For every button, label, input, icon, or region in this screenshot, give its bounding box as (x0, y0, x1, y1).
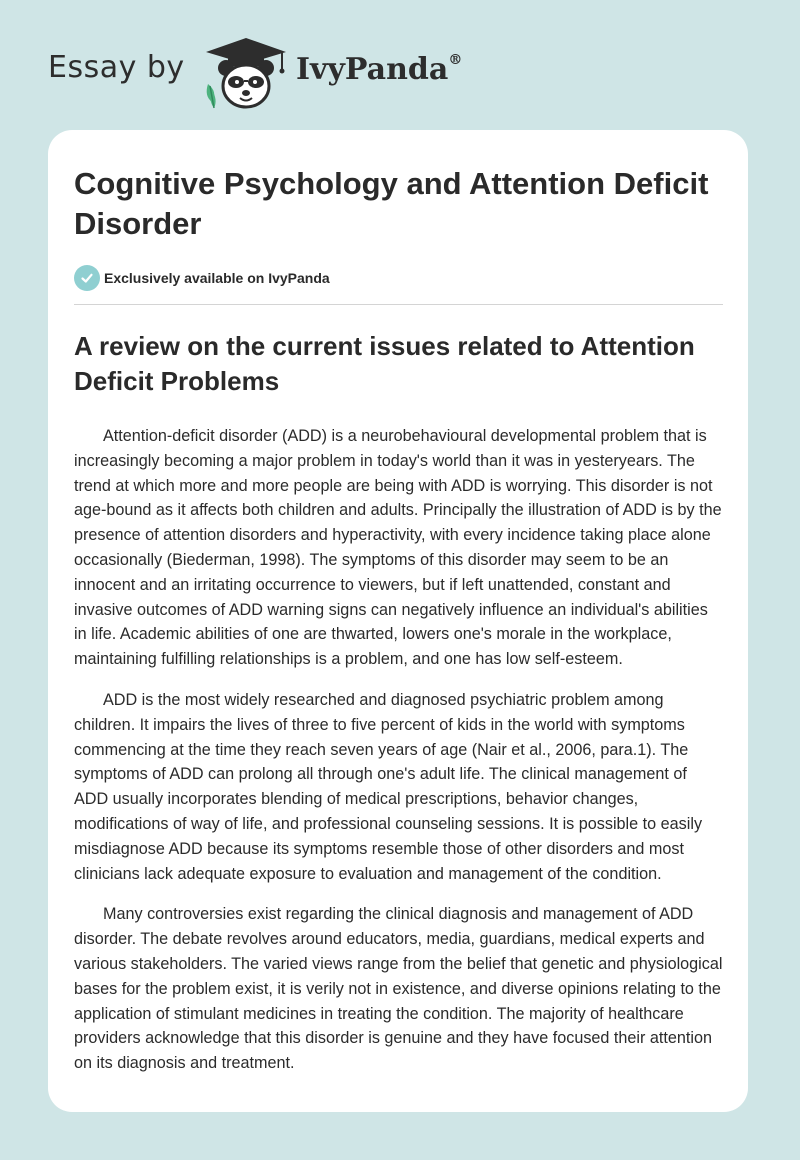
article-card (48, 130, 748, 1112)
brand-prefix: Essay by (48, 50, 185, 85)
panda-graduate-icon[interactable] (200, 36, 292, 110)
paragraph: Many controversies exist regarding the clinical diagnosis and management of ADD disorder. The debate revolves around educators, media, guardians, medical experts and various stakeholders. The varied views range from the belief that genetic and physiological bases for the problem exist, it is verily not in existence, and diverse opinions relating to the application of stimulant medicines in treating the condition. The majority of healthcare providers acknowledge that this disorder is genuine and they have focused their attention on its diagnosis and treatment. (74, 905, 723, 1073)
article-body (74, 424, 723, 1076)
registered-mark: ® (448, 52, 463, 68)
page-title: Cognitive Psychology and Attention Deficit Disorder (74, 166, 709, 241)
paragraph: ADD is the most widely researched and diagnosed psychiatric problem among children. It impairs the lives of three to five percent of kids in the world with symptoms commencing at the time they reach seven years of age (Nair et al., 2006, para.1). The symptoms of ADD can prolong all through one's adult life. The clinical management of ADD usually incorporates blending of medical prescriptions, behavior changes, modifications of way of life, and professional counseling sessions. It is possible to easily misdiagnose ADD because its symptoms resemble those of other disorders and most clinicians lack adequate exposure to evaluation and management of the condition. (74, 690, 703, 883)
site-header (0, 0, 800, 130)
exclusive-badge (74, 264, 723, 292)
check-icon (74, 265, 100, 291)
brand-name[interactable]: IvyPanda® (296, 52, 463, 87)
section-heading: A review on the current issues related to Attention Deficit Problems (74, 331, 695, 396)
badge-label: Exclusively available on IvyPanda (104, 270, 330, 286)
article-content (74, 164, 723, 1092)
divider (74, 304, 723, 305)
paragraph: Attention-deficit disorder (ADD) is a neurobehavioural developmental problem that is increasingly becoming a major problem in today's world than it was in yesteryears. The trend at which more and more people are being with ADD is worrying. This disorder is not age-bound as it affects both children and adults. Principally the illustration of ADD is by the presence of attention disorders and hyperactivity, with every incidence taking place alone occasionally (Biederman, 1998). The symptoms of this disorder may seem to be an innocent and an irritating occurrence to viewers, but if left unattended, constant and invasive outcomes of ADD warning signs can negatively influence an individual's abilities in life. Academic abilities of one are thwarted, lowers one's morale in the workplace, maintaining fulfilling relationships is a problem, and one has low self-esteem. (74, 427, 722, 669)
